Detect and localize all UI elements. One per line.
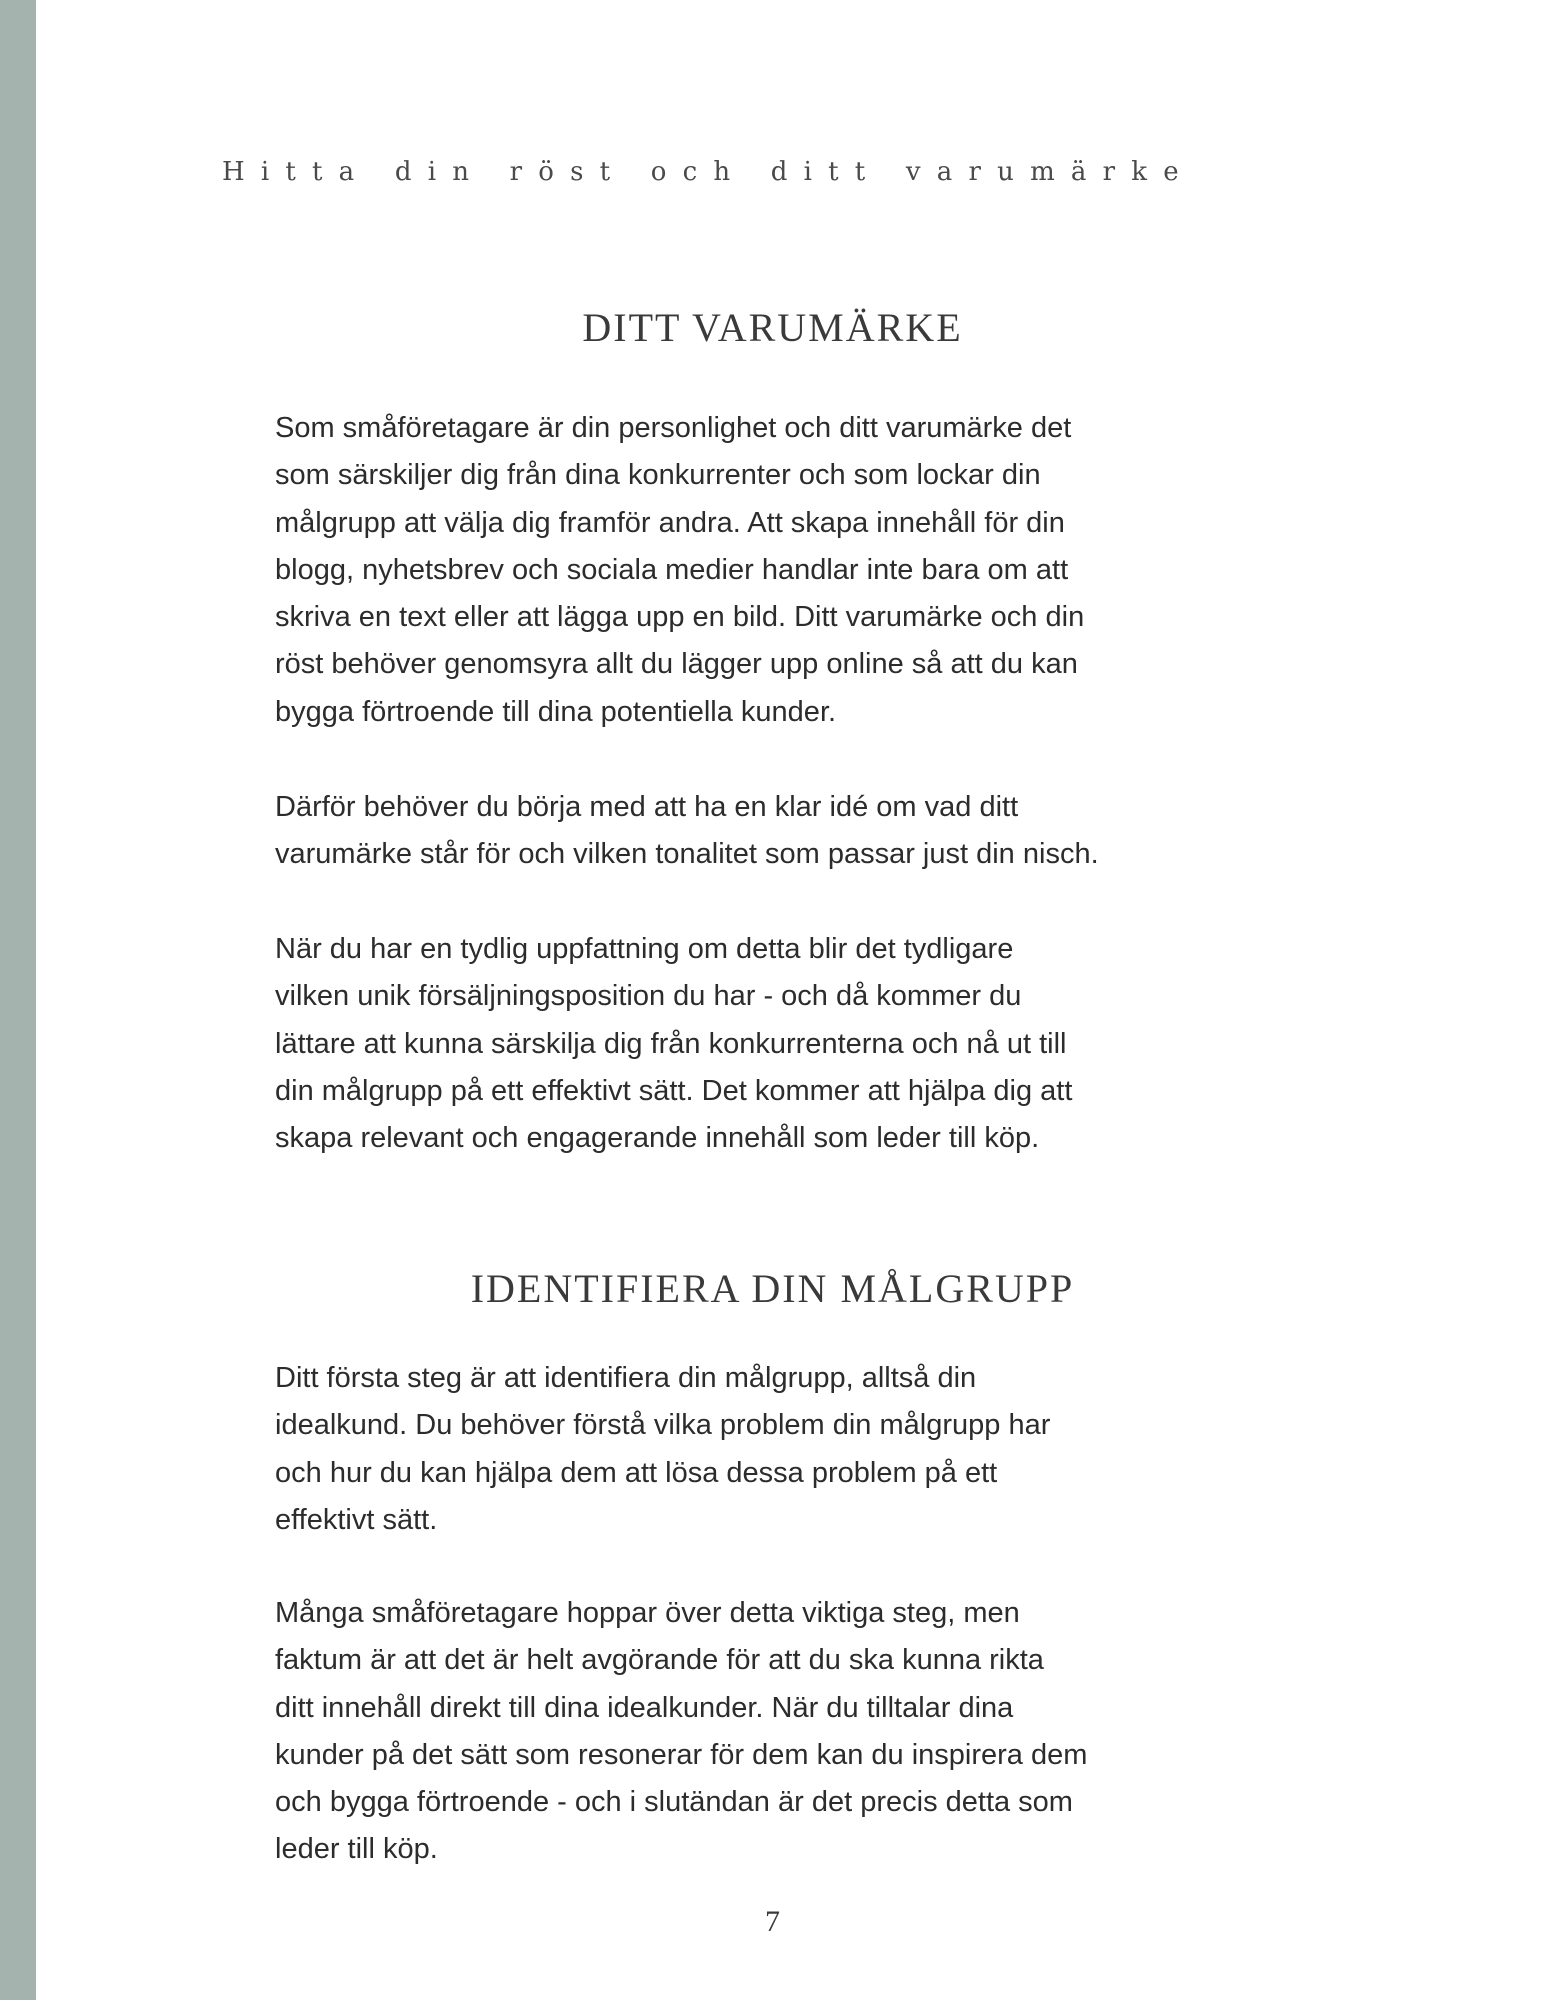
text-line: leder till köp. (275, 1833, 438, 1866)
text-line: blogg, nyhetsbrev och sociala medier handlar inte bara om att (275, 553, 1069, 586)
text-line: idealkund. Du behöver förstå vilka problem din målgrupp har (275, 1409, 1051, 1442)
text-line: När du har en tydlig uppfattning om detta blir det tydligare (275, 933, 1014, 965)
text-line: och hur du kan hjälpa dem att lösa dessa problem på ett (275, 1456, 998, 1489)
paragraph-varumarke-position (275, 926, 1285, 1162)
text-line: Som småföretagare är din personlighet och ditt varumärke det (275, 412, 1072, 444)
text-line: röst behöver genomsyra allt du lägger upp online så att du kan (275, 648, 1078, 681)
section-heading-varumarke: DITT VARUMÄRKE (582, 305, 963, 350)
text-line: skapa relevant och engagerande innehåll som leder till köp. (275, 1122, 1040, 1155)
section-heading-malgrupp: IDENTIFIERA DIN MÅLGRUPP (470, 1266, 1075, 1311)
text-line: Därför behöver du börja med att ha en klar idé om vad ditt (275, 791, 1019, 823)
paragraph-malgrupp-viktigt (275, 1590, 1285, 1874)
text-line: Många småföretagare hoppar över detta viktiga steg, men (275, 1597, 1020, 1629)
text-line: bygga förtroende till dina potentiella kunder. (275, 695, 837, 728)
text-line: kunder på det sätt som resonerar för dem kan du inspirera dem (275, 1738, 1088, 1771)
text-line: faktum är att det är helt avgörande för att du ska kunna rikta (275, 1644, 1044, 1677)
text-line: vilken unik försäljningsposition du har - och då kommer du (275, 980, 1022, 1013)
text-line: och bygga förtroende - och i slutändan är det precis detta som (275, 1786, 1073, 1819)
text-line: som särskiljer dig från dina konkurrenter och som lockar din (275, 459, 1041, 492)
text-line: varumärke står för och vilken tonalitet som passar just din nisch. (275, 838, 1099, 871)
text-line: din målgrupp på ett effektivt sätt. Det kommer att hjälpa dig att (275, 1074, 1073, 1107)
text-line: målgrupp att välja dig framför andra. Att skapa innehåll för din (275, 506, 1065, 539)
text-line: effektivt sätt. (275, 1503, 438, 1536)
paragraph-varumarke-intro (275, 405, 1285, 736)
text-line: lättare att kunna särskilja dig från konkurrenterna och nå ut till (275, 1027, 1067, 1060)
paragraph-malgrupp-intro (275, 1355, 1285, 1544)
text-line: skriva en text eller att lägga upp en bild. Ditt varumärke och din (275, 601, 1085, 634)
decorative-side-bar (0, 0, 36, 2000)
paragraph-varumarke-tonalitet (275, 784, 1285, 879)
running-header: Hitta din röst och ditt varumärke (222, 157, 1195, 187)
text-line: ditt innehåll direkt till dina idealkunder. När du tilltalar dina (275, 1691, 1014, 1724)
text-line: Ditt första steg är att identifiera din målgrupp, alltså din (275, 1362, 977, 1394)
page-number: 7 (765, 1905, 780, 1938)
